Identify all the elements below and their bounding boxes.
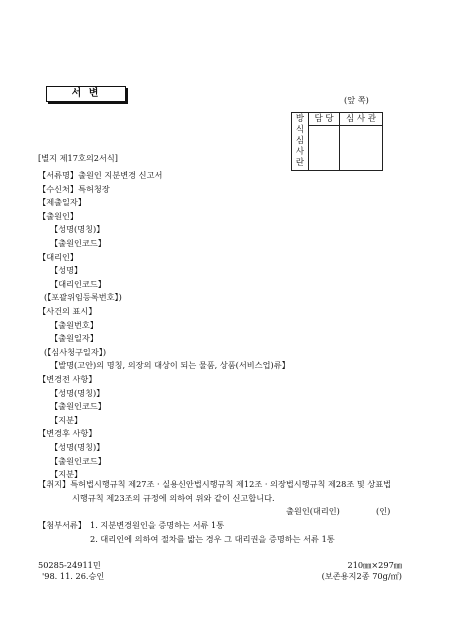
form-field-line: 【지분】: [50, 469, 83, 480]
form-field-line: 【변경후 사항】: [38, 428, 97, 439]
form-number: [별지 제17호의2서식]: [38, 153, 118, 163]
form-field-line: 【출원일자】: [50, 333, 99, 344]
form-field-line: 【서류명】출원인 지분변경 신고서: [38, 170, 163, 180]
approval-cell-examiner[interactable]: [340, 126, 383, 171]
form-field-line: 【발명(고안)의 명칭, 의장의 대상이 되는 물품, 상품(서비스업)류】: [50, 360, 290, 371]
attachment-item-2: 2. 대리인에 의하여 절차를 밟는 경우 그 대리권을 증명하는 서류 1통: [90, 534, 335, 544]
footer-paper-type: (보존용지2종 70g/㎡): [321, 571, 402, 581]
seal-mark: (인): [376, 506, 391, 516]
form-field-line: 【출원인코드】: [50, 401, 106, 412]
form-field-line: 【출원번호】: [50, 319, 99, 330]
purpose-line-1: 【취지】특허법시행규칙 제27조 · 실용신안법시행규칙 제12조 · 의장법시행규칙 제28조 및 상표법: [38, 479, 392, 489]
form-field-line: 【변경전 사항】: [38, 374, 97, 384]
form-field-line: 【지분】: [50, 414, 83, 425]
footer-code: 50285-24911민: [38, 560, 101, 570]
form-field-line: 【제출일자】: [38, 197, 87, 208]
form-field-line: 【성명(명칭)】: [50, 224, 105, 235]
signer-label: 출원인(대리인): [286, 506, 340, 516]
approval-cell-charge[interactable]: [309, 126, 340, 171]
form-field-line: 【사건의 표시】: [38, 306, 97, 316]
attachment-item-1: 1. 지분변경원인을 증명하는 서류 1통: [90, 520, 225, 530]
footer-approval-date: '98. 11. 26.승인: [42, 571, 105, 581]
document-type-box: 서 변: [46, 86, 126, 102]
form-field-line: 【출원인코드】: [50, 238, 106, 248]
form-field-line: 【대리인코드】: [50, 278, 106, 289]
attachments-label: 【첨부서류】: [38, 520, 87, 530]
purpose-line-2: 시행규칙 제23조의 규정에 의하여 위와 같이 신고합니다.: [72, 493, 275, 503]
form-field-line: 【대리인】: [38, 251, 79, 262]
approval-box: [291, 112, 383, 171]
form-field-line: 【수신처】특허청장: [38, 183, 110, 194]
form-field-line: (【포괄위임등록번호】): [44, 292, 122, 303]
form-field-line: 【출원인코드】: [50, 455, 106, 466]
form-field-line: 【성명(명칭)】: [50, 387, 105, 398]
form-field-line: 【성명】: [50, 265, 83, 276]
approval-col-charge: 담 당: [309, 113, 340, 126]
approval-col-examiner: 심 사 관: [340, 113, 383, 126]
footer-paper-size: 210㎜×297㎜: [347, 560, 402, 570]
form-field-line: 【출원인】: [38, 210, 79, 221]
page-side-note: (앞 쪽): [344, 95, 369, 105]
form-field-line: 【성명(명칭)】: [50, 442, 105, 452]
form-field-line: (【심사청구일자】): [44, 346, 107, 357]
approval-side-label: 방 식 심 사 란: [292, 113, 309, 171]
